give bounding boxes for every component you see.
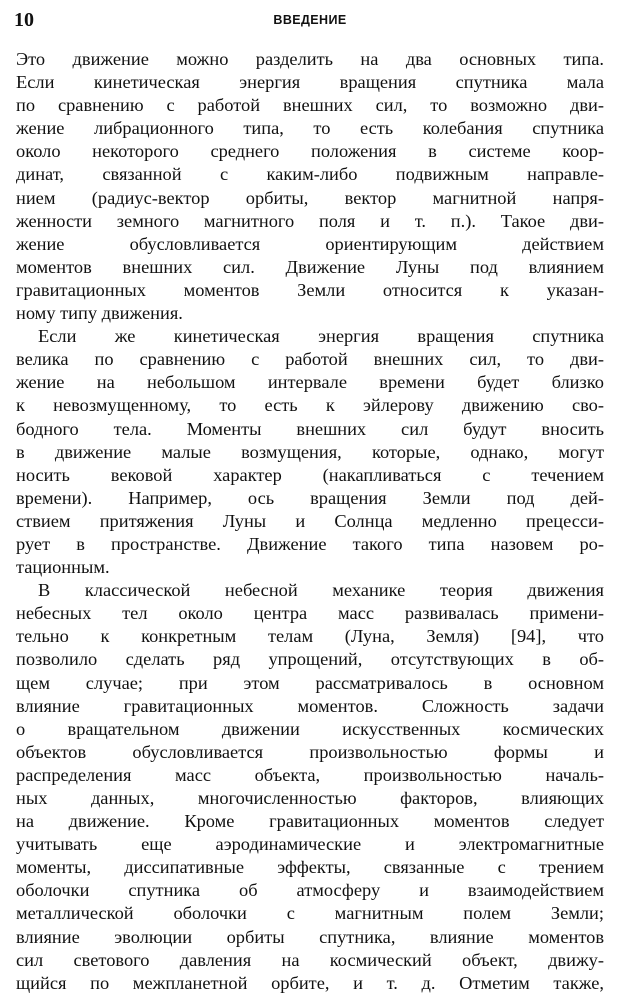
paragraph-end-line: тационным.: [16, 557, 110, 578]
text-line: Это движение можно разделить на два основных типа.: [16, 49, 604, 69]
text-line: жение обусловливается ориентирующим действием: [16, 233, 604, 254]
text-line: металлической оболочки с магнитным полем Земли;: [16, 903, 604, 924]
text-line: влияние гравитационных моментов. Сложность задачи: [16, 695, 604, 716]
text-line: распределения масс объекта, произвольностью началь-: [16, 764, 604, 785]
text-line: рует в пространстве. Движение такого типа назовем ро-: [16, 533, 604, 554]
paragraph-end-line: ному типу движения.: [16, 303, 183, 324]
text-line: носить вековой характер (накапливаться с течением: [16, 464, 604, 485]
text-line: тельно к конкретным телам (Луна, Земля) [94], что: [16, 626, 604, 647]
text-line: объектов обусловливается произвольностью формы и: [16, 741, 604, 762]
text-line: оболочки спутника об атмосферу и взаимодействием: [16, 880, 604, 901]
paragraph-start-line: В классической небесной механике теория движения: [38, 580, 604, 601]
page-number: 10: [14, 9, 34, 31]
text-line: жение на небольшом интервале времени будет близко: [16, 372, 604, 393]
text-line: нием (радиус-вектор орбиты, вектор магнитной напря-: [16, 187, 604, 208]
text-line: учитывать еще аэродинамические и электромагнитные: [16, 834, 604, 855]
text-line: динат, связанной с каким-либо подвижным направле-: [16, 164, 604, 185]
text-line: позволило сделать ряд упрощений, отсутствующих в об-: [16, 649, 604, 670]
page-header: [14, 8, 606, 32]
text-line: ствием притяжения Луны и Солнца медленно прецесси-: [16, 510, 604, 531]
text-line: Если кинетическая энергия вращения спутника мала: [16, 72, 604, 93]
text-line: около некоторого среднего положения в системе коор-: [16, 141, 604, 162]
text-line: щийся по межпланетной орбите, и т. д. Отметим также,: [16, 972, 604, 993]
paragraph-start-line: Если же кинетическая энергия вращения спутника: [38, 326, 604, 347]
text-line: сил светового давления на космический объект, движу-: [16, 949, 604, 970]
text-line: о вращательном движении искусственных космических: [16, 718, 604, 739]
running-head: ВВЕДЕНИЕ: [273, 13, 347, 27]
text-line: женности земного магнитного поля и т. п.). Такое дви-: [16, 210, 604, 231]
text-line: бодного тела. Моменты внешних сил будут вносить: [16, 418, 604, 439]
text-line: к невозмущенному, то есть к эйлерову движению сво-: [16, 395, 604, 416]
body-text: [16, 48, 604, 995]
text-line: времени). Например, ось вращения Земли под дей-: [16, 487, 604, 508]
text-line: моментов внешних сил. Движение Луны под влиянием: [16, 256, 604, 277]
text-line: моменты, диссипативные эффекты, связанные с трением: [16, 857, 604, 878]
text-line: в движение малые возмущения, которые, однако, могут: [16, 441, 604, 462]
text-line: влияние эволюции орбиты спутника, влияние моментов: [16, 926, 604, 947]
text-line: на движение. Кроме гравитационных моментов следует: [16, 811, 604, 832]
text-line: щем случае; при этом рассматривалось в основном: [16, 672, 604, 693]
text-line: велика по сравнению с работой внешних сил, то дви-: [16, 349, 604, 370]
text-line: небесных тел около центра масс развивалась примени-: [16, 603, 604, 624]
text-line: по сравнению с работой внешних сил, то возможно дви-: [16, 95, 604, 116]
text-line: жение либрационного типа, то есть колебания спутника: [16, 118, 604, 139]
text-line: гравитационных моментов Земли относится к указан-: [16, 279, 604, 300]
text-line: ных данных, многочисленностью факторов, влияющих: [16, 788, 604, 808]
